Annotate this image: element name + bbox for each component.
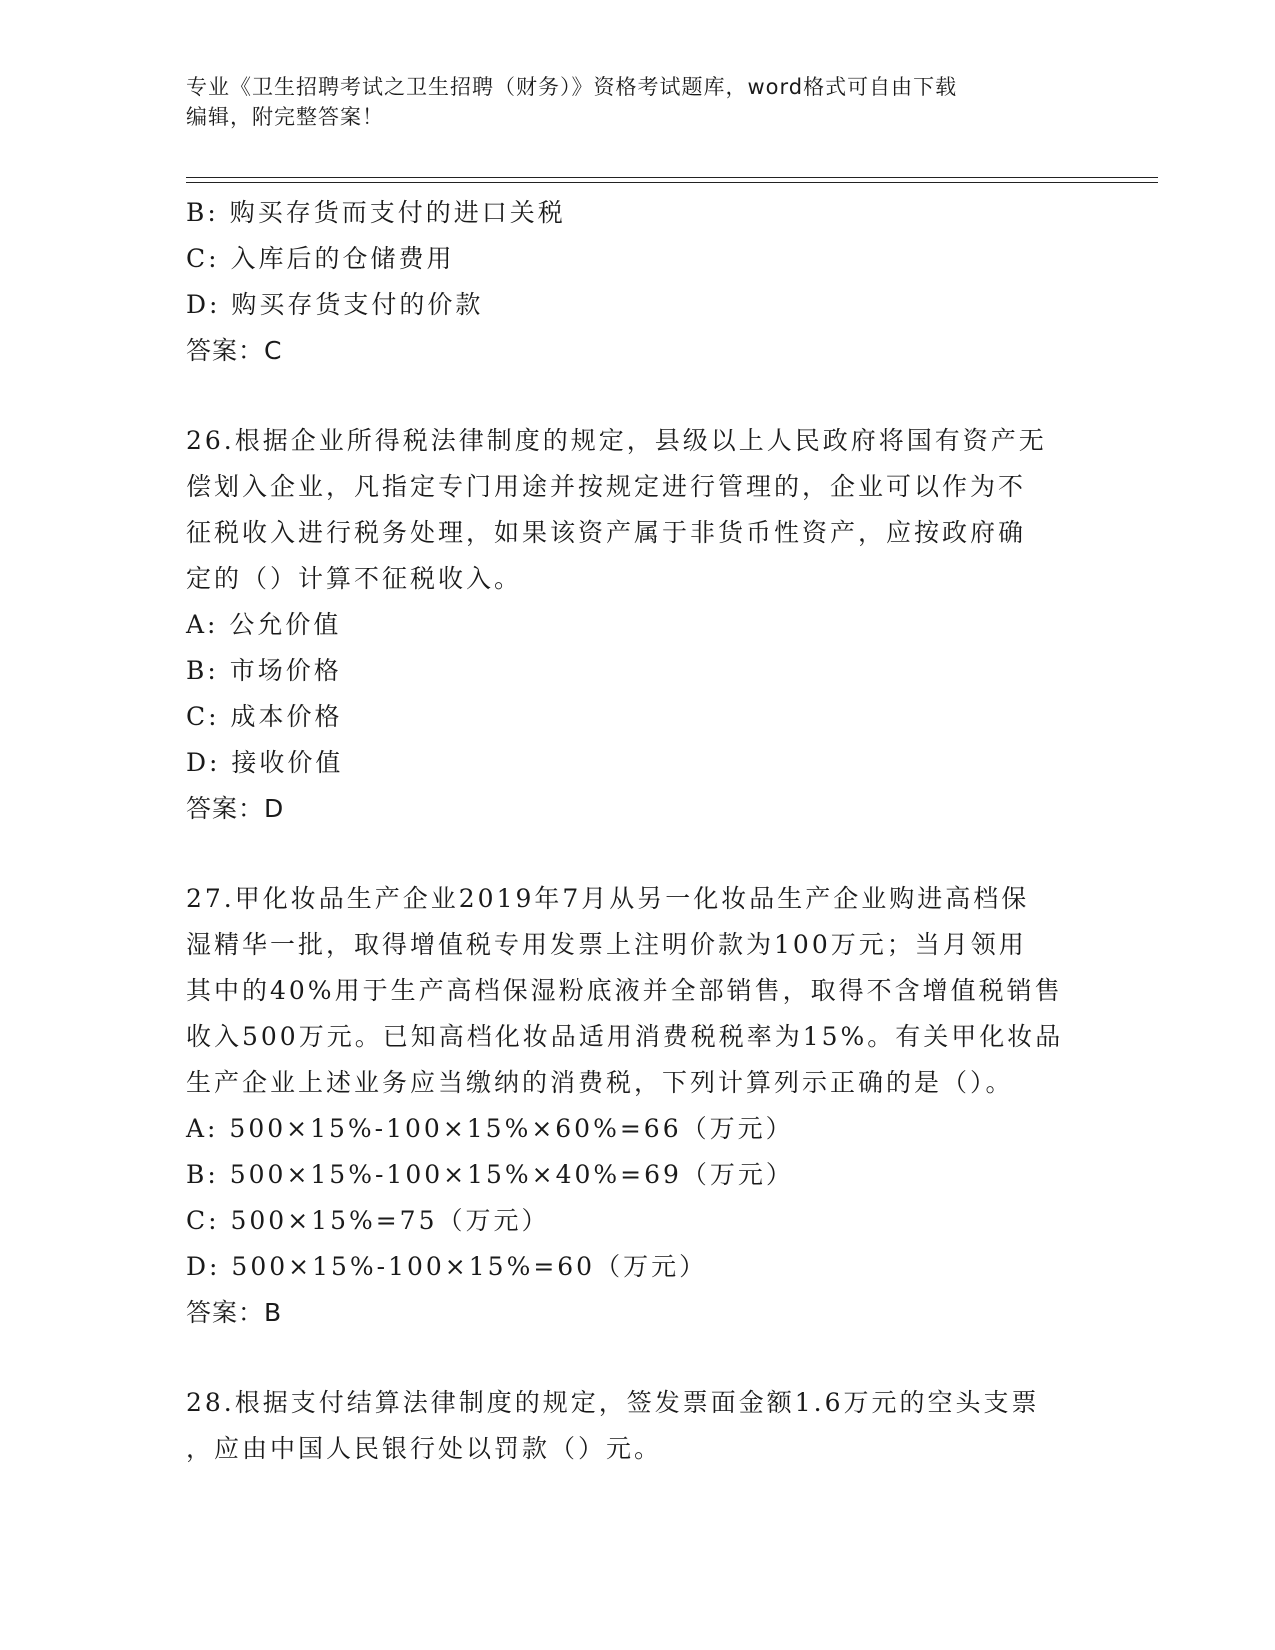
option-b: B: 购买存货而支付的进口关税 [186, 198, 566, 227]
answer-line: 答案：B [186, 1298, 283, 1327]
question-stem-line: 生产企业上述业务应当缴纳的消费税，下列计算列示正确的是（）。 [186, 1068, 1014, 1097]
question-stem-line: 27.甲化妆品生产企业2019年7月从另一化妆品生产企业购进高档保 [186, 884, 1030, 913]
question-stem-line: 28.根据支付结算法律制度的规定，签发票面金额1.6万元的空头支票 [186, 1388, 1040, 1417]
question-28 [186, 1380, 1086, 1472]
option-d: D: 接收价值 [186, 748, 344, 777]
option-a: A: 公允价值 [186, 610, 342, 639]
option-c: C: 成本价格 [186, 702, 343, 731]
question-stem-line: ，应由中国人民银行处以罚款（）元。 [186, 1434, 663, 1463]
answer-line: 答案：D [186, 794, 285, 823]
question-stem-line: 湿精华一批，取得增值税专用发票上注明价款为100万元；当月领用 [186, 930, 1027, 959]
header-divider-bottom [186, 182, 1158, 183]
option-c: C: 入库后的仓储费用 [186, 244, 455, 273]
document-body [186, 190, 1086, 1472]
document-header [186, 72, 1086, 132]
question-stem-line: 收入500万元。已知高档化妆品适用消费税税率为15%。有关甲化妆品 [186, 1022, 1064, 1051]
option-c: C: 500×15%=75（万元） [186, 1206, 550, 1235]
question-stem-line: 偿划入企业，凡指定专门用途并按规定进行管理的，企业可以作为不 [186, 472, 1027, 501]
option-a: A: 500×15%-100×15%×60%=66（万元） [186, 1114, 794, 1143]
question-stem-line: 定的（）计算不征税收入。 [186, 564, 523, 593]
header-line-1: 专业《卫生招聘考试之卫生招聘（财务）》资格考试题库，word格式可自由下载 [186, 75, 958, 99]
option-b: B: 500×15%-100×15%×40%=69（万元） [186, 1160, 794, 1189]
question-stem-line: 26.根据企业所得税法律制度的规定，县级以上人民政府将国有资产无 [186, 426, 1047, 455]
answer-line: 答案：C [186, 336, 283, 365]
header-divider-top [186, 177, 1158, 178]
question-stem-line: 征税收入进行税务处理，如果该资产属于非货币性资产，应按政府确 [186, 518, 1027, 547]
option-d: D: 购买存货支付的价款 [186, 290, 484, 319]
option-d: D: 500×15%-100×15%=60（万元） [186, 1252, 708, 1281]
question-27 [186, 876, 1086, 1336]
question-25-continued [186, 190, 1086, 374]
question-26 [186, 418, 1086, 832]
question-stem-line: 其中的40%用于生产高档保湿粉底液并全部销售，取得不含增值税销售 [186, 976, 1063, 1005]
header-line-2: 编辑，附完整答案！ [186, 105, 384, 129]
option-b: B: 市场价格 [186, 656, 342, 685]
